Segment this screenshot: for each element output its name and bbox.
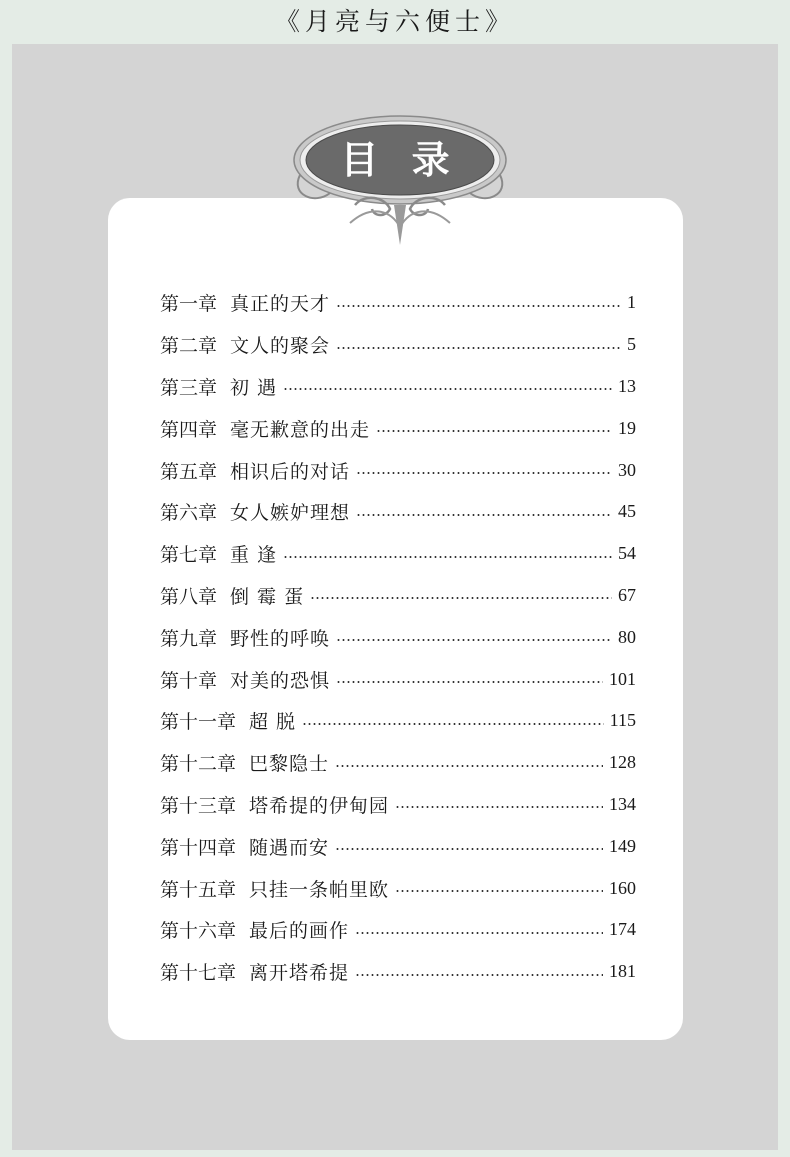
- chapter-title: 重 逢: [230, 544, 278, 567]
- toc-item: [160, 784, 636, 826]
- chapter-number: 第十二章: [160, 753, 237, 776]
- chapter-title: 文人的聚会: [230, 335, 331, 358]
- toc-item: [160, 533, 636, 575]
- toc-item: [160, 742, 636, 784]
- chapter-number: 第三章: [160, 376, 218, 399]
- toc-heading-badge: [290, 105, 510, 250]
- page-number: 134: [609, 793, 636, 814]
- chapter-number: 第十三章: [160, 794, 237, 817]
- dot-leader: [356, 472, 612, 474]
- toc-item: [160, 825, 636, 867]
- dot-leader: [335, 765, 603, 767]
- toc-item: [160, 909, 636, 951]
- toc-item: [160, 491, 636, 533]
- dot-leader: [395, 806, 603, 808]
- toc-item: [160, 951, 636, 993]
- dot-leader: [336, 305, 620, 307]
- page-number: 128: [609, 752, 636, 773]
- toc-heading: 目 录: [340, 138, 460, 182]
- chapter-title: 女人嫉妒理想: [230, 502, 351, 525]
- toc-item: [160, 867, 636, 909]
- dot-leader: [376, 430, 612, 432]
- chapter-title: 相识后的对话: [230, 460, 351, 483]
- dot-leader: [283, 388, 612, 390]
- toc-item: [160, 616, 636, 658]
- dot-leader: [310, 597, 612, 599]
- dot-leader: [336, 639, 612, 641]
- chapter-title: 初 遇: [230, 376, 278, 399]
- toc-item: [160, 282, 636, 324]
- page-number: 80: [618, 626, 636, 647]
- dot-leader: [395, 890, 603, 892]
- page-number: 13: [618, 375, 636, 396]
- dot-leader: [302, 723, 604, 725]
- page-number: 160: [609, 877, 636, 898]
- page-number: 30: [618, 459, 636, 480]
- dot-leader: [336, 347, 620, 349]
- toc-item: [160, 324, 636, 366]
- chapter-number: 第二章: [160, 335, 218, 358]
- chapter-number: 第八章: [160, 585, 218, 608]
- dot-leader: [336, 681, 603, 683]
- page-number: 101: [609, 668, 636, 689]
- dot-leader: [355, 932, 603, 934]
- chapter-number: 第十一章: [160, 711, 237, 734]
- chapter-number: 第十章: [160, 669, 218, 692]
- chapter-number: 第十五章: [160, 878, 237, 901]
- toc-item: [160, 407, 636, 449]
- page-number: 45: [618, 501, 636, 522]
- page-number: 54: [618, 543, 636, 564]
- toc-item: [160, 575, 636, 617]
- chapter-title: 真正的天才: [230, 293, 331, 316]
- chapter-title: 塔希提的伊甸园: [249, 794, 390, 817]
- toc-item: [160, 449, 636, 491]
- book-title: 《月亮与六便士》: [274, 7, 515, 36]
- chapter-title: 野性的呼唤: [230, 627, 331, 650]
- chapter-number: 第一章: [160, 293, 218, 316]
- chapter-title: 超 脱: [249, 711, 297, 734]
- dot-leader: [356, 514, 612, 516]
- chapter-title: 离开塔希提: [249, 962, 350, 985]
- chapter-number: 第十七章: [160, 962, 237, 985]
- page-number: 149: [609, 835, 636, 856]
- dot-leader: [335, 848, 603, 850]
- chapter-title: 毫无歉意的出走: [230, 418, 371, 441]
- chapter-number: 第六章: [160, 502, 218, 525]
- page-number: 5: [627, 334, 636, 355]
- chapter-number: 第四章: [160, 418, 218, 441]
- chapter-title: 倒 霉 蛋: [230, 585, 305, 608]
- page-number: 181: [609, 961, 636, 982]
- page-number: 115: [609, 710, 636, 731]
- chapter-title: 只挂一条帕里欧: [249, 878, 390, 901]
- chapter-title: 巴黎隐士: [249, 753, 330, 776]
- dot-leader: [283, 556, 612, 558]
- page-number: 1: [627, 292, 636, 313]
- toc-item: [160, 700, 636, 742]
- chapter-title: 最后的画作: [249, 920, 350, 943]
- chapter-number: 第十四章: [160, 836, 237, 859]
- page-number: 19: [618, 417, 636, 438]
- toc-list: [160, 282, 636, 993]
- chapter-number: 第七章: [160, 544, 218, 567]
- chapter-number: 第九章: [160, 627, 218, 650]
- chapter-title: 对美的恐惧: [230, 669, 331, 692]
- page-number: 67: [618, 584, 636, 605]
- chapter-number: 第十六章: [160, 920, 237, 943]
- chapter-title: 随遇而安: [249, 836, 330, 859]
- page-number: 174: [609, 919, 636, 940]
- dot-leader: [355, 974, 603, 976]
- toc-item: [160, 366, 636, 408]
- chapter-number: 第五章: [160, 460, 218, 483]
- toc-item: [160, 658, 636, 700]
